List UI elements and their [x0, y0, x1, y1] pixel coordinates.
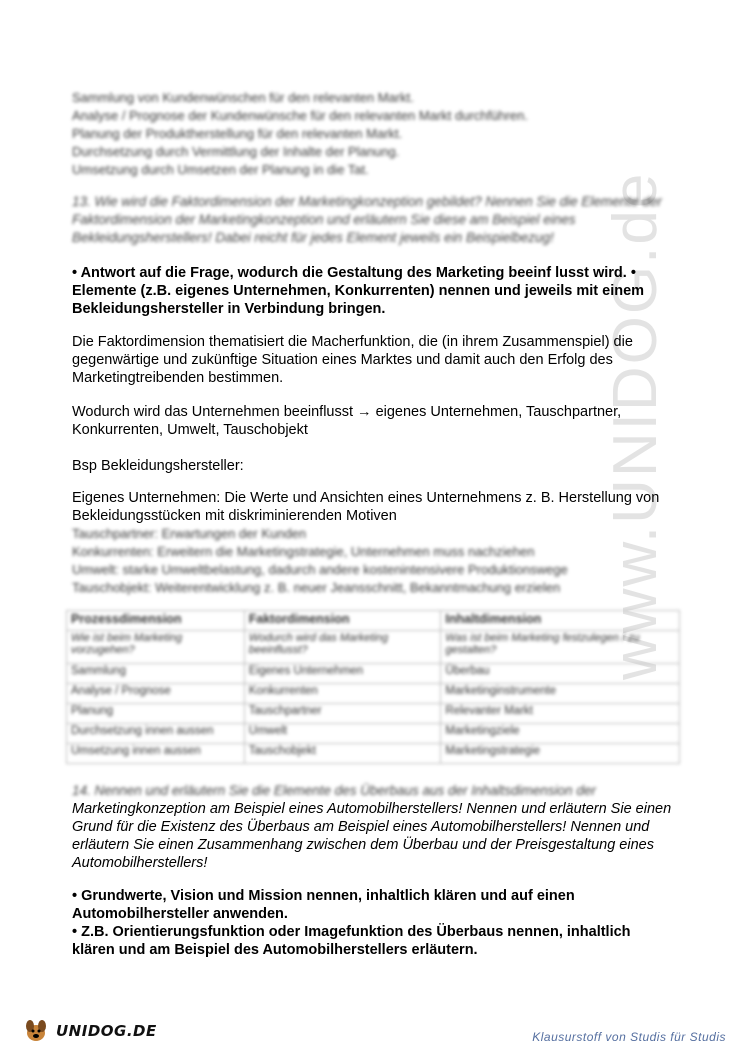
table-row	[67, 664, 680, 684]
blurred-line: Analyse / Prognose der Kundenwünsche für den relevanten Markt durchführen.	[72, 108, 528, 123]
logo-text: UNIDOG.DE	[56, 1022, 157, 1040]
table-row	[67, 744, 680, 764]
blurred-line: Sammlung von Kundenwünschen für den relevanten Markt.	[72, 90, 414, 105]
table-header: Inhaltdimension	[441, 611, 680, 631]
table-row	[67, 724, 680, 744]
dimension-table	[66, 610, 680, 764]
table-cell: Konkurrenten	[244, 684, 441, 704]
table-cell: Durchsetzung innen aussen	[67, 724, 245, 744]
table-cell: Analyse / Prognose	[67, 684, 245, 704]
blurred-line: Durchsetzung durch Vermittlung der Inhalte der Planung.	[72, 144, 400, 159]
table-header-row	[67, 611, 680, 631]
question-13: 13. Wie wird die Faktordimension der Marketingkonzeption gebildet? Nennen Sie die Elemente der Faktordimension der Marketingkonzeption und erläutern Sie diese am Beispiel eines Bekleidungsherstellers! Dabei reicht für jedes Element jeweils ein Beispielbezug!	[72, 194, 662, 245]
table-cell: Relevanter Markt	[441, 704, 680, 724]
table-subheader-row	[67, 631, 680, 664]
table-cell: Tauschobjekt	[244, 744, 441, 764]
table-header: Faktordimension	[244, 611, 441, 631]
answer-14-hint-1: • Grundwerte, Vision und Mission nennen, inhaltlich klären und auf einen Automobilhersteller anwenden.	[72, 888, 575, 922]
blurred-examples	[72, 525, 672, 597]
table-cell: Umwelt	[244, 724, 441, 744]
table-cell: Tauschpartner	[244, 704, 441, 724]
table-header: Prozessdimension	[67, 611, 245, 631]
dog-icon	[22, 1018, 52, 1044]
unidog-logo[interactable]	[22, 1018, 157, 1044]
footer-tagline: Klausurstoff von Studis für Studis	[532, 1030, 726, 1044]
table-cell: Marketinginstrumente	[441, 684, 680, 704]
top-blurred-list	[72, 89, 672, 179]
blurred-line: Umsetzung durch Umsetzen der Planung in die Tat.	[72, 162, 369, 177]
table-cell: Umsetzung innen aussen	[67, 744, 245, 764]
paragraph-faktordimension: Die Faktordimension thematisiert die Macherfunktion, die (in ihrem Zusammenspiel) die gegenwärtige und zukünftige Situation eines Marktes und damit auch den Erfolg des Marketingtreibenden bestimmen.	[72, 334, 633, 386]
table-row	[67, 704, 680, 724]
table-cell: Marketingziele	[441, 724, 680, 744]
table-cell: Planung	[67, 704, 245, 724]
table-cell: Marketingstrategie	[441, 744, 680, 764]
question-14: Marketingkonzeption am Beispiel eines Automobilherstellers! Nennen und erläutern Sie einen Grund für die Existenz des Überbaus am Beispiel eines Automobilherstellers! Nennen und erläutern Sie einen Zusammenhang zwischen dem Überbau und der Preisgestaltung eines Automobilherstellers!	[72, 801, 672, 871]
watermark: www.UNIDOG.de	[601, 171, 670, 680]
blurred-line: Konkurrenten: Erweitern die Marketingstrategie, Unternehmen muss nachziehen	[72, 544, 535, 559]
table-cell: Sammlung	[67, 664, 245, 684]
answer-14-hint-2: • Z.B. Orientierungsfunktion oder Imagefunktion des Überbaus nennen, inhaltlich klären und am Beispiel des Automobilherstellers erläutern.	[72, 924, 631, 958]
table-row	[67, 684, 680, 704]
answer-13-hint: • Antwort auf die Frage, wodurch die Gestaltung des Marketing beeinf lusst wird. • Elemente (z.B. eigenes Unternehmen, Konkurrenten) nennen und jeweils mit einem Bekleidungshersteller in Verbindung bringen.	[72, 265, 645, 317]
table-cell: Eigenes Unternehmen	[244, 664, 441, 684]
table-cell: Wie ist beim Marketing vorzugehen?	[67, 631, 245, 664]
paragraph-beeinflussung: Wodurch wird das Unternehmen beeinflusst → eigenes Unternehmen, Tauschpartner, Konkurrenten, Umwelt, Tauschobjekt	[72, 404, 622, 438]
blurred-line: Umwelt: starke Umweltbelastung, dadurch andere kostenintensivere Produktionswege	[72, 562, 568, 577]
blurred-line: Planung der Produktherstellung für den relevanten Markt.	[72, 126, 403, 141]
blurred-line: Tauschobjekt: Weiterentwicklung z. B. neuer Jeansschnitt, Bekanntmachung erzielen	[72, 580, 561, 595]
blurred-line: Tauschpartner: Erwartungen der Kunden	[72, 526, 307, 541]
table-cell: Wodurch wird das Marketing beeinflusst?	[244, 631, 441, 664]
table-cell: Was ist beim Marketing festzulegen / zu gestalten?	[441, 631, 680, 664]
table-cell: Überbau	[441, 664, 680, 684]
paragraph-beispiel-heading: Bsp Bekleidungshersteller:	[72, 458, 244, 474]
paragraph-eigenes-unternehmen: Eigenes Unternehmen: Die Werte und Ansichten eines Unternehmens z. B. Herstellung von Bekleidungsstücken mit diskriminierenden Motiven	[72, 490, 660, 524]
question-14-first-line: 14. Nennen und erläutern Sie die Elemente des Überbaus aus der Inhaltsdimension der	[72, 783, 596, 798]
